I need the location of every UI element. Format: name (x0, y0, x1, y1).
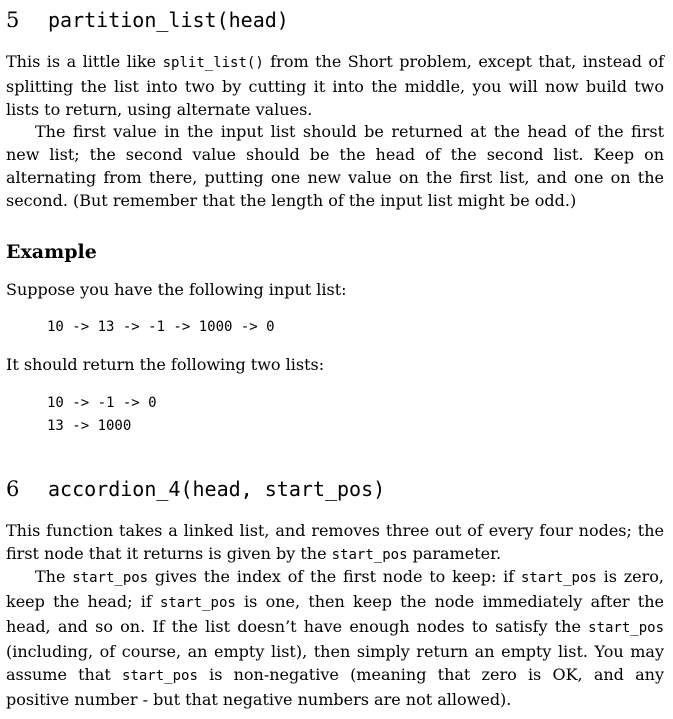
example-output-intro: It should return the following two lists: (6, 355, 325, 374)
inline-code: start_pos (159, 595, 236, 611)
section-5-title: partition_list(head) (48, 8, 289, 32)
input-list-code: 10 -> 13 -> -1 -> 1000 -> 0 (47, 319, 275, 335)
section-6-number: 6 (6, 477, 20, 501)
output-list-1-code: 10 -> -1 -> 0 (47, 395, 157, 411)
example-intro: Suppose you have the following input list: (6, 280, 347, 299)
inline-code: split_list() (162, 55, 264, 71)
section-6-paragraph-1: This function takes a linked list, and removes three out of every four nodes; the first node that it returns is given by the start_pos parameter. (6, 521, 664, 563)
section-6-paragraph-2: The start_pos gives the index of the first node to keep: if start_pos is zero, keep the head; if start_pos is one, then keep the node immediately after the head, and so on. If the list doesn’t have enough nodes to satisfy the start_pos (including, of course, an empty list), then simply return an empty list. You may assume that start_pos is non-negative (meaning that zero is OK, and any positive number - but that negative numbers are not allowed). (6, 567, 665, 709)
output-list-2-code: 13 -> 1000 (47, 418, 132, 434)
inline-code: start_pos (72, 570, 149, 586)
section-5-heading (6, 7, 664, 33)
section-5-number: 5 (6, 8, 20, 32)
inline-code: start_pos (122, 668, 198, 684)
section-6-title: accordion_4(head, start_pos) (48, 477, 386, 501)
inline-code: start_pos (520, 570, 597, 586)
inline-code: start_pos (331, 547, 408, 563)
section-5-paragraph-2: The first value in the input list should be returned at the head of the first new list; the second value should be the head of the second list. Keep on alternating from there, putting one new value on the first list, and one on the second. (But remember that the length of the input list might be odd.) (6, 122, 664, 210)
section-6-heading (6, 476, 664, 502)
inline-code: start_pos (588, 620, 664, 636)
example-heading: Example (6, 241, 97, 263)
section-5-paragraph-1: This is a little like split_list() from the Short problem, except that, instead of splitting the list into two by cutting it into the middle, you will now build two lists to return, using alternate values. (6, 52, 664, 119)
